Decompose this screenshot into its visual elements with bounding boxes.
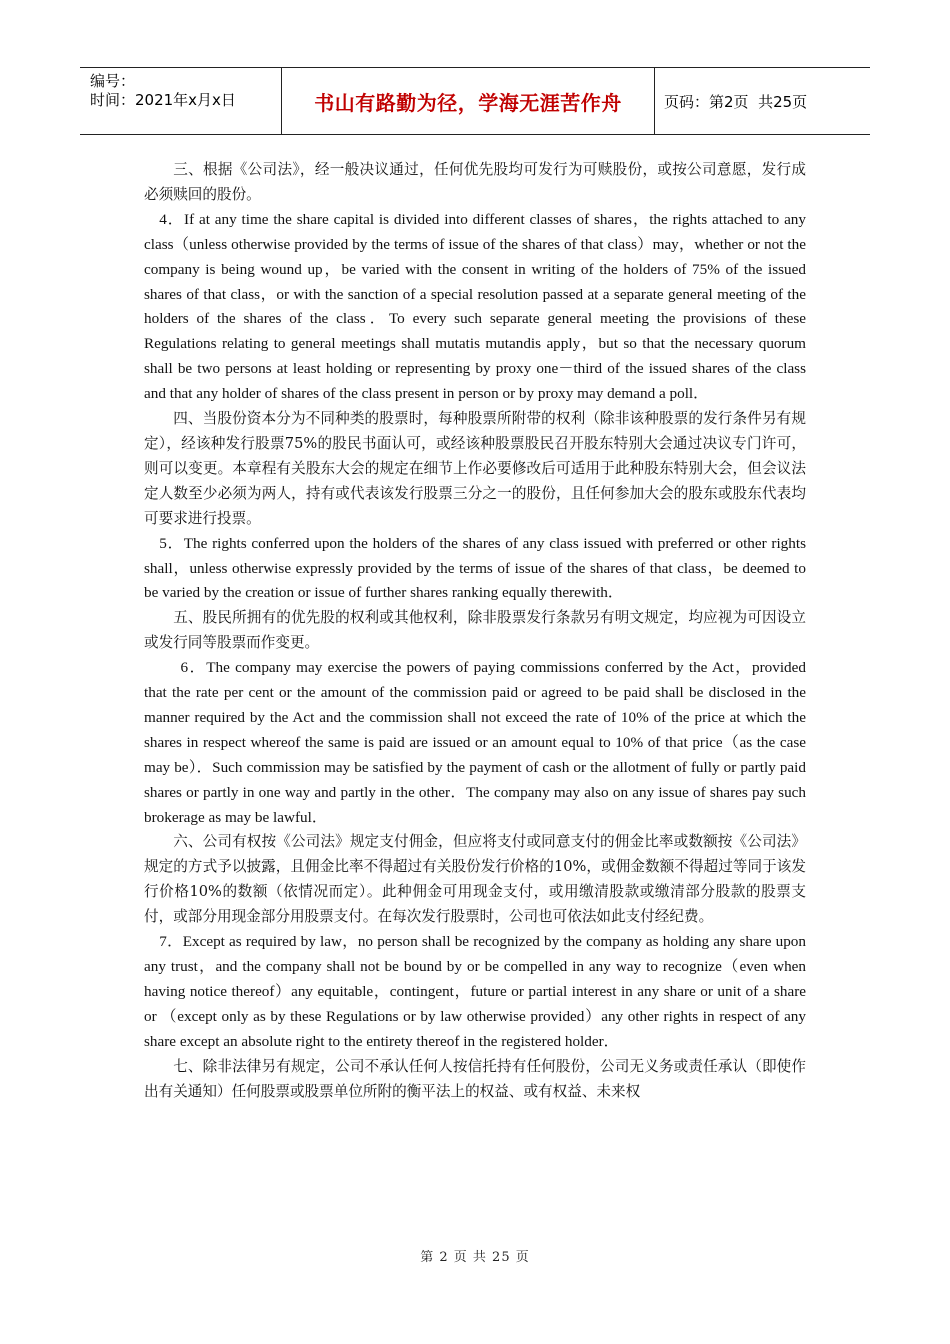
header-motto: 书山有路勤为径，学海无涯苦作舟: [282, 68, 655, 134]
header-page-info: [655, 68, 870, 134]
page-footer: 第 2 页 共 25 页: [420, 1250, 530, 1265]
paragraph-cn-6: 六、公司有权按《公司法》规定支付佣金，但应将支付或同意支付的佣金比率或数额按《公司法》规定的方式予以披露，且佣金比率不得超过有关股份发行价格的10%，或佣金数额不得超过等同于该发行价格10%的数额（依情况而定）。此种佣金可用现金支付，或用缴清股款或缴清部分股款的股票支付，或部分用现金部分用股票支付。在每次发行股票时，公司也可依法如此支付经纪费。: [144, 833, 806, 926]
number-label: 编号：: [90, 72, 136, 90]
time-label: 时间：2021年x月x日: [90, 91, 236, 109]
paragraph-cn-3: 三、根据《公司法》，经一般决议通过，任何优先股均可发行为可赎股份，或按公司意愿，发行成必须赎回的股份。: [144, 161, 806, 203]
paragraph-en-6: 6．The company may exercise the powers of paying commissions conferred by the Act，provided that the rate per cent or the amount of the commission paid or agreed to be paid shall be disclosed in the manner required by the Act and the commission shall not exceed the rate of 10% of the price at which the shares in respect whereof the same is paid are issued or an amount equal to 10% of that price（as the case may be）．Such commission may be satisfied by the payment of cash or the allotment of fully or partly paid shares or partly in one way and partly in the other．The company may also on any issue of shares pay such brokerage as may be lawful．: [144, 659, 806, 826]
page-header: [80, 67, 870, 135]
page-label: 页码：第2页 共25页: [664, 92, 808, 111]
paragraph-en-5: 5．The rights conferred upon the holders of the shares of any class issued with preferred or other rights shall，unless otherwise expressly provided by the terms of issue of the shares of that class，be deemed to be varied by the creation or issue of further shares ranking equally therewith．: [144, 534, 806, 602]
document-body: [144, 158, 806, 1104]
paragraph-en-7: 7．Except as required by law，no person shall be recognized by the company as holding any share upon any trust，and the company shall not be bound by or be compelled in any way to recognize（even when having notice thereof）any equitable，contingent，future or partial interest in any share or unit of a share or （except only as by these Regulations or by law otherwise provided）any other rights in respect of any share except an absolute right to the entirety thereof in the registered holder．: [144, 933, 806, 1050]
paragraph-cn-7: 七、除非法律另有规定，公司不承认任何人按信托持有任何股份，公司无义务或责任承认（即使作出有关通知）任何股票或股票单位所附的衡平法上的权益、或有权益、未来权: [144, 1057, 806, 1100]
header-meta: [80, 68, 282, 134]
paragraph-cn-4: 四、当股份资本分为不同种类的股票时，每种股票所附带的权利（除非该种股票的发行条件另有规定），经该种发行股票75%的股民书面认可，或经该种股票股民召开股东特别大会通过决议专门许可，则可以变更。本章程有关股东大会的规定在细节上作必要修改后可适用于此种股东特别大会，但会议法定人数至少必须为两人，持有或代表该发行股票三分之一的股份，且任何参加大会的股东或股东代表均可要求进行投票。: [144, 410, 806, 527]
paragraph-cn-5: 五、股民所拥有的优先股的权利或其他权利，除非股票发行条款另有明文规定，均应视为可因设立或发行同等股票而作变更。: [144, 609, 806, 652]
paragraph-en-4: 4．If at any time the share capital is divided into different classes of shares，the rights attached to any class（unless otherwise provided by the terms of issue of the shares of that class）may，whether or not the company is being wound up，be varied with the consent in writing of the holders of 75% of the issued shares of that class，or with the sanction of a special resolution passed at a separate general meeting of the holders of the shares of the class．To every such separate general meeting the provisions of these Regulations relating to general meetings shall mutatis mutandis apply，but so that the necessary quorum shall be two persons at least holding or representing by proxy one－third of the issued shares of the class and that any holder of shares of the class present in person or by proxy may demand a poll．: [144, 210, 806, 403]
